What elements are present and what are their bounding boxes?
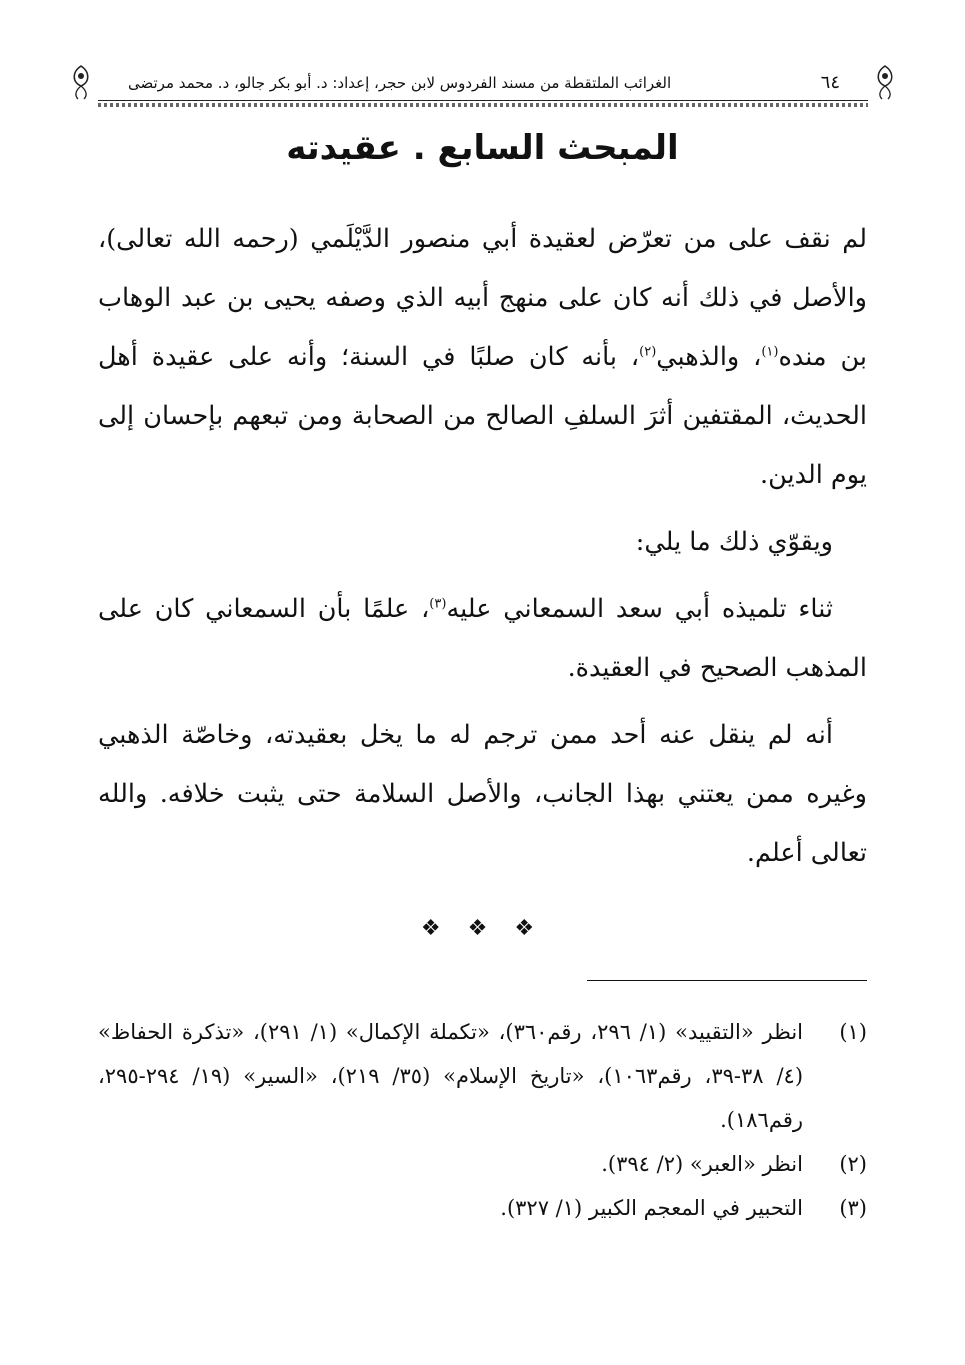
footnote-ref-1[interactable]: (١) [761, 344, 779, 360]
body-text [98, 210, 867, 883]
running-header [98, 72, 868, 102]
footnote-ref-2[interactable]: (٢) [639, 344, 657, 360]
paragraph-1-mid: ، والذهبي [656, 342, 762, 372]
footnote-1 [98, 1010, 867, 1142]
footnote-text: التحبير في المعجم الكبير (١/ ٣٢٧). [500, 1196, 803, 1220]
section-separator: ❖ ❖ ❖ [420, 916, 545, 941]
footnote-2 [98, 1142, 867, 1186]
section-title: المبحث السابع . عقيدته [286, 128, 679, 168]
footnote-number: (٣) [839, 1196, 867, 1220]
header-title: الغرائب الملتقطة من مسند الفردوس لابن حجر، إعداد: د. أبو بكر جالو، د. محمد مرتضى [128, 74, 672, 92]
ornament-right-icon [870, 62, 900, 102]
footnote-ref-3[interactable]: (٣) [429, 596, 447, 612]
paragraph-4: أنه لم ينقل عنه أحد ممن ترجم له ما يخل بعقيدته، وخاصّة الذهبي وغيره ممن يعتني بهذا الجانب، والأصل السلامة حتى يثبت خلافه. والله تعالى أعلم. [98, 720, 867, 868]
ornament-left-icon [66, 62, 96, 102]
header-page-number: ٦٤ [820, 72, 840, 93]
paragraph-1-text: لم نقف على من تعرّض لعقيدة أبي منصور الدَّيْلَمي (رحمه الله تعالى)، والأصل في ذلك أنه كان على منهج أبيه الذي وصفه يحيى بن عبد الوهاب بن منده [98, 224, 867, 372]
footnote-text: انظر «العبر» (٢/ ٣٩٤). [601, 1152, 803, 1176]
footnote-rule [587, 980, 867, 981]
footnote-3 [98, 1186, 867, 1230]
paragraph-1-end: ، بأنه كان صلبًا في السنة؛ وأنه على عقيدة أهل الحديث، المقتفين أثرَ السلفِ الصالح من الصحابة ومن تبعهم بإحسان إلى يوم الدين. [98, 342, 867, 490]
footnotes [98, 1010, 867, 1230]
paragraph-3 [98, 580, 867, 698]
footnote-number: (١) [839, 1020, 867, 1044]
header-rule [98, 100, 868, 101]
footnote-number: (٢) [839, 1152, 867, 1176]
paragraph-1 [98, 210, 867, 505]
header-border-pattern [98, 103, 868, 107]
paragraph-3-text: ثناء تلميذه أبي سعد السمعاني عليه [446, 594, 833, 624]
paragraph-2: ويقوّي ذلك ما يلي: [635, 527, 833, 557]
footnote-text: انظر «التقييد» (١/ ٢٩٦، رقم٣٦٠)، «تكملة الإكمال» (١/ ٢٩١)، «تذكرة الحفاظ» (٤/ ٣٨-٣٩، رقم١٠٦٣)، «تاريخ الإسلام» (٣٥/ ٢١٩)، «السير» (١٩/ ٢٩٤-٢٩٥، رقم١٨٦). [98, 1020, 804, 1132]
paragraph-3-end: ، علمًا بأن السمعاني كان على المذهب الصحيح في العقيدة. [98, 594, 867, 683]
